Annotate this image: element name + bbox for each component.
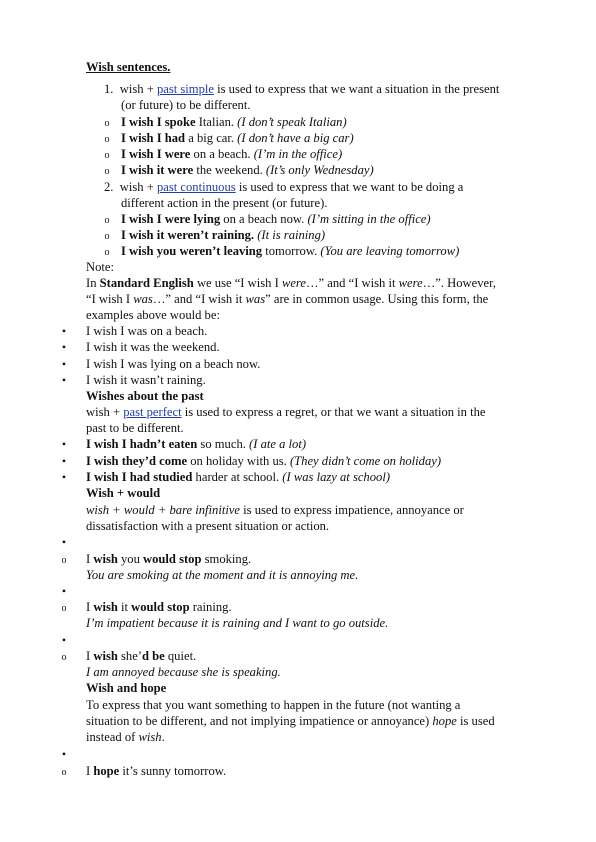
bold-text: wish — [93, 552, 118, 566]
bold-text: I wish I were — [121, 147, 191, 161]
bold-text: hope — [93, 764, 120, 778]
past-simple-link[interactable]: past simple — [156, 82, 214, 96]
circle-bullet-icon — [101, 146, 113, 162]
example-line — [121, 243, 459, 259]
list-item: I wish I was lying on a beach now. — [86, 357, 261, 371]
bullet-icon — [58, 323, 70, 339]
circle-bullet-icon — [101, 130, 113, 146]
bullet-icon — [58, 453, 70, 469]
italic-text: (I’m in the office) — [253, 147, 343, 161]
text: wish + — [119, 180, 157, 194]
bold-text: I wish I had studied — [86, 470, 193, 484]
example-line — [121, 162, 374, 178]
paragraph-line: past to be different. — [86, 421, 184, 435]
text: we use “I wish I — [193, 276, 282, 290]
bullet-icon — [58, 534, 70, 550]
list-item — [86, 436, 306, 452]
bullet-icon — [58, 356, 70, 372]
text: a big car. — [185, 131, 238, 145]
italic-text: was — [245, 292, 266, 306]
bold-text: I wish it were — [121, 163, 194, 177]
text: situation to be different, and not implying impatience or annoyance) — [86, 714, 433, 728]
bold-text: Standard English — [99, 276, 194, 290]
text-line: different action in the present (or future). — [121, 196, 328, 210]
text: wish + — [86, 405, 124, 419]
circle-bullet-icon — [58, 599, 70, 615]
text: it — [117, 600, 132, 614]
example-line — [86, 648, 196, 664]
paragraph-line — [86, 291, 488, 307]
italic-text: wish — [138, 730, 162, 744]
bullet-icon — [58, 372, 70, 388]
bullet-icon — [58, 583, 70, 599]
explanation-line: I am annoyed because she is speaking. — [86, 665, 281, 679]
text: …” and “I wish it — [152, 292, 246, 306]
bold-text: I wish I were lying — [121, 212, 221, 226]
italic-text: (It’s only Wednesday) — [265, 163, 374, 177]
bullet-icon — [58, 436, 70, 452]
text: is used to express impatience, annoyance or — [240, 503, 464, 517]
circle-bullet-icon — [101, 114, 113, 130]
explanation-line: I’m impatient because it is raining and I want to go outside. — [86, 616, 389, 630]
text: tomorrow. — [262, 244, 321, 258]
text: is used to express that we want to be doing a — [235, 180, 464, 194]
example-line — [121, 146, 342, 162]
text: is used to express a regret, or that we want a situation in the — [181, 405, 486, 419]
bold-text: I wish I had — [121, 131, 186, 145]
past-continuous-link[interactable]: past continuous — [156, 180, 236, 194]
circle-bullet-icon — [101, 162, 113, 178]
paragraph-line: examples above would be: — [86, 308, 220, 322]
italic-text: were — [281, 276, 306, 290]
section-heading: Wish + would — [86, 486, 161, 500]
text: the weekend. — [193, 163, 266, 177]
numbered-item-1 — [104, 81, 499, 97]
list-item — [86, 453, 441, 469]
paragraph-line: To express that you want something to happen in the future (not wanting a — [86, 698, 461, 712]
text: she’ — [117, 649, 142, 663]
paragraph-line: dissatisfaction with a present situation or action. — [86, 519, 330, 533]
circle-bullet-icon — [58, 763, 70, 779]
italic-text: wish + would + bare infinitive — [86, 503, 241, 517]
italic-text: (It is raining) — [257, 228, 326, 242]
text: …”. However, — [422, 276, 496, 290]
italic-text: (I ate a lot) — [249, 437, 307, 451]
bold-text: I wish I spoke — [121, 115, 196, 129]
bullet-icon — [58, 632, 70, 648]
paragraph-line — [86, 404, 486, 420]
bold-text: I wish it weren’t raining. — [121, 228, 255, 242]
list-item: I wish it was the weekend. — [86, 340, 220, 354]
bullet-icon — [58, 469, 70, 485]
text: raining. — [189, 600, 232, 614]
text: Italian. — [195, 115, 238, 129]
bold-text: wish — [93, 600, 118, 614]
numbered-item-2 — [104, 179, 463, 195]
paragraph-line — [86, 502, 464, 518]
text: quiet. — [164, 649, 197, 663]
circle-bullet-icon — [101, 211, 113, 227]
example-line — [86, 599, 232, 615]
italic-text: hope — [432, 714, 457, 728]
bold-text: wish — [93, 649, 118, 663]
text: . — [161, 730, 165, 744]
italic-text: (You are leaving tomorrow) — [320, 244, 460, 258]
bold-text: would stop — [131, 600, 190, 614]
item-number: 2. — [104, 180, 114, 194]
text: so much. — [197, 437, 250, 451]
text: is used — [456, 714, 495, 728]
text: on a beach. — [190, 147, 254, 161]
paragraph-line — [86, 713, 495, 729]
text: it’s sunny tomorrow. — [119, 764, 227, 778]
example-line — [121, 130, 354, 146]
text: harder at school. — [192, 470, 283, 484]
example-line — [86, 763, 226, 779]
text: I — [86, 764, 94, 778]
italic-text: (I’m sitting in the office) — [307, 212, 431, 226]
text: In — [86, 276, 100, 290]
example-line — [121, 211, 431, 227]
list-item — [86, 469, 390, 485]
section-heading: Wishes about the past — [86, 389, 204, 403]
text: you — [117, 552, 144, 566]
list-item: I wish it wasn’t raining. — [86, 373, 206, 387]
text: on holiday with us. — [187, 454, 290, 468]
italic-text: (I don’t speak Italian) — [237, 115, 347, 129]
text: smoking. — [201, 552, 252, 566]
text: on a beach now. — [220, 212, 308, 226]
note-label: Note: — [86, 260, 114, 274]
page-title: Wish sentences. — [86, 60, 171, 74]
italic-text: (I don’t have a big car) — [237, 131, 354, 145]
circle-bullet-icon — [58, 551, 70, 567]
circle-bullet-icon — [101, 227, 113, 243]
section-heading: Wish and hope — [86, 681, 167, 695]
italic-text: were — [398, 276, 423, 290]
bold-text: would stop — [143, 552, 202, 566]
paragraph-line — [86, 275, 496, 291]
text: I — [86, 600, 94, 614]
text: ” are in common usage. Using this form, the — [265, 292, 489, 306]
text-line: (or future) to be different. — [121, 98, 251, 112]
bold-text: I wish I hadn’t eaten — [86, 437, 198, 451]
text: “I wish I — [86, 292, 134, 306]
bold-text: d be — [141, 649, 165, 663]
italic-text: (I was lazy at school) — [282, 470, 391, 484]
list-item: I wish I was on a beach. — [86, 324, 208, 338]
italic-text: (They didn’t come on holiday) — [289, 454, 442, 468]
past-perfect-link[interactable]: past perfect — [123, 405, 182, 419]
text: I — [86, 649, 94, 663]
example-line — [86, 551, 251, 567]
example-line — [121, 114, 347, 130]
item-number: 1. — [104, 82, 114, 96]
bold-text: I wish they’d come — [86, 454, 188, 468]
text: I — [86, 552, 94, 566]
explanation-line: You are smoking at the moment and it is annoying me. — [86, 568, 359, 582]
circle-bullet-icon — [58, 648, 70, 664]
italic-text: was — [133, 292, 153, 306]
text: is used to express that we want a situation in the present — [213, 82, 500, 96]
bold-text: I wish you weren’t leaving — [121, 244, 263, 258]
text: wish + — [119, 82, 157, 96]
paragraph-line — [86, 729, 165, 745]
bullet-icon — [58, 746, 70, 762]
example-line — [121, 227, 325, 243]
text: instead of — [86, 730, 139, 744]
circle-bullet-icon — [101, 243, 113, 259]
bullet-icon — [58, 339, 70, 355]
text: …” and “I wish it — [305, 276, 399, 290]
